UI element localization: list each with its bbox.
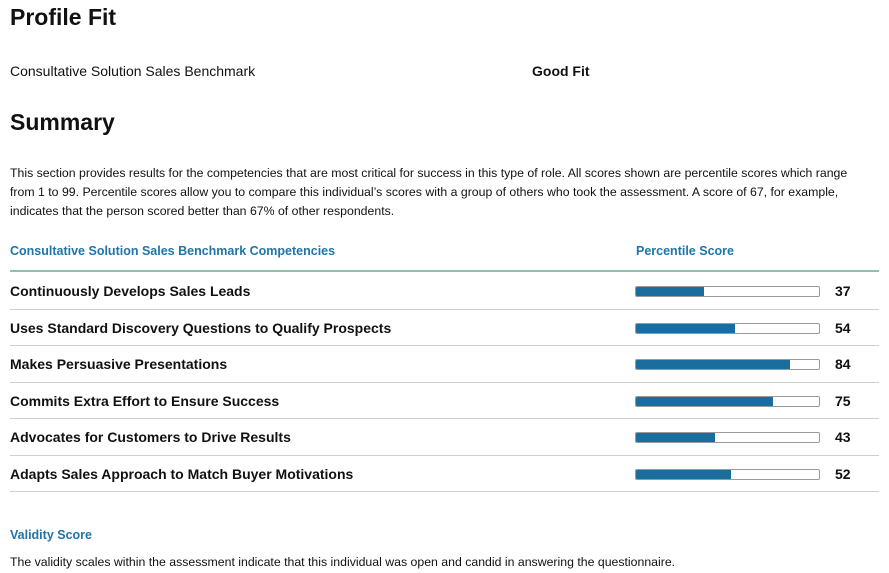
score-bar — [635, 432, 820, 443]
score-bar — [635, 469, 820, 480]
score-bar — [635, 286, 820, 297]
table-row — [10, 456, 879, 493]
table-row — [10, 346, 879, 383]
score-bar — [635, 359, 820, 370]
percentile-column-header: Percentile Score — [636, 244, 734, 258]
table-row — [10, 383, 879, 420]
competency-label: Adapts Sales Approach to Match Buyer Motivations — [10, 465, 354, 482]
score-bar-fill — [636, 287, 704, 296]
percentile-score: 84 — [835, 356, 851, 372]
profile-fit-heading: Profile Fit — [10, 4, 117, 30]
competency-label: Commits Extra Effort to Ensure Success — [10, 392, 280, 409]
summary-heading: Summary — [10, 109, 115, 135]
competency-label: Continuously Develops Sales Leads — [10, 283, 251, 299]
score-bar-fill — [636, 324, 735, 333]
table-row — [10, 273, 879, 310]
score-bar-fill — [636, 397, 773, 406]
percentile-score: 75 — [835, 392, 851, 409]
summary-intro: This section provides results for the competencies that are most critical for success in this type of role. All scores shown are percentile scores which range from 1 to 99. Percentile scores allow you to compare this individual’s scores with a group of others who took the assessment. A score of 67, for example, indicates that the person scored better than 67% of other respondents. — [10, 166, 848, 218]
competency-label: Makes Persuasive Presentations — [10, 356, 228, 372]
competency-label: Uses Standard Discovery Questions to Qualify Prospects — [10, 319, 392, 336]
validity-text: The validity scales within the assessment indicate that this individual was open and candid in answering the questionnaire. — [10, 555, 676, 569]
validity-heading: Validity Score — [10, 528, 92, 542]
score-bar-fill — [636, 470, 731, 479]
header-divider — [10, 270, 879, 272]
score-bar — [635, 396, 820, 407]
percentile-score: 43 — [835, 429, 851, 445]
percentile-score: 54 — [835, 319, 851, 336]
competency-column-header: Consultative Solution Sales Benchmark Competencies — [10, 244, 336, 258]
fit-result: Good Fit — [532, 63, 590, 79]
score-bar-fill — [636, 433, 715, 442]
competency-table — [10, 273, 879, 492]
score-bar — [635, 323, 820, 334]
percentile-score: 37 — [835, 283, 851, 299]
table-row — [10, 419, 879, 456]
score-bar-fill — [636, 360, 790, 369]
benchmark-name: Consultative Solution Sales Benchmark — [10, 63, 256, 79]
table-row — [10, 310, 879, 347]
percentile-score: 52 — [835, 465, 851, 482]
competency-label: Advocates for Customers to Drive Results — [10, 429, 291, 445]
